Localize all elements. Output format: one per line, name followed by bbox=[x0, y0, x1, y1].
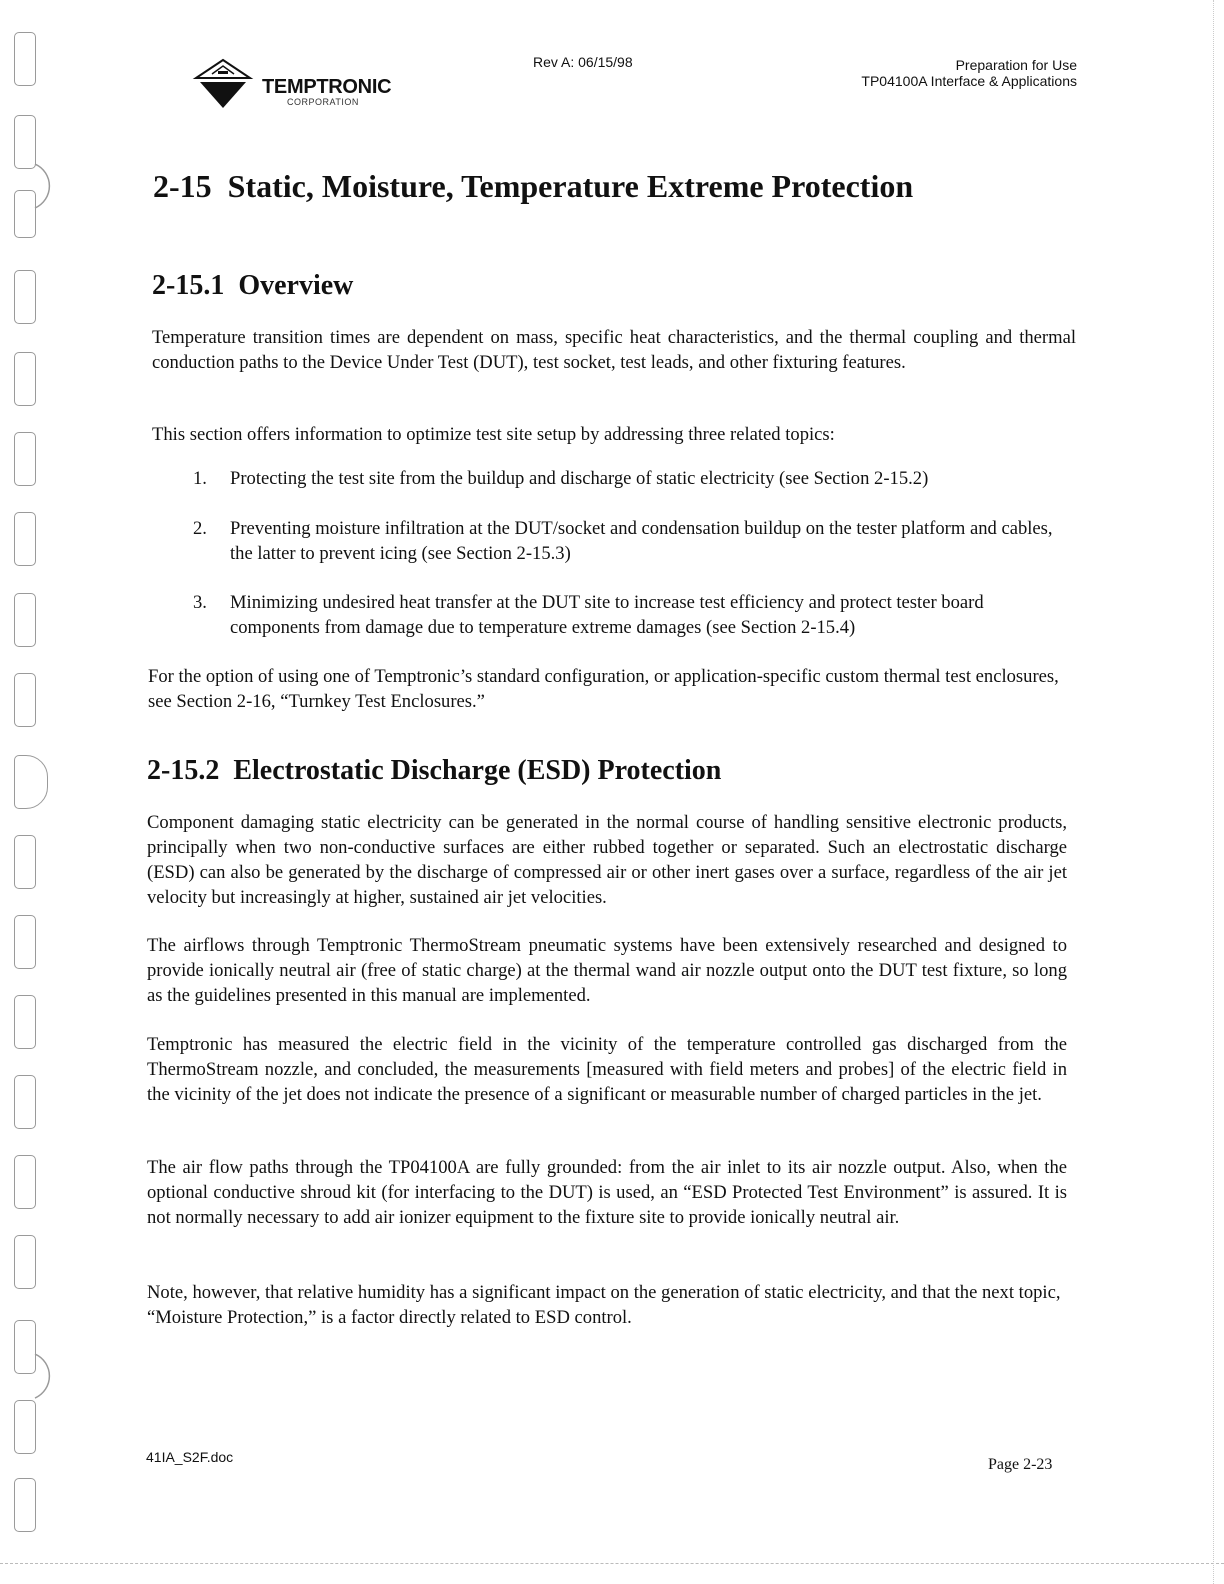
binder-hole bbox=[14, 270, 36, 324]
binder-hole bbox=[14, 32, 36, 86]
binder-hole bbox=[14, 512, 36, 566]
esd-paragraph: Temptronic has measured the electric field in the vicinity of the temperature controlled gas discharged from the ThermoStream nozzle, and concluded, the measurements [measured with field meters and probes] of the electric field in the vicinity of the jet does not indicate the presence of a significant or measurable number of charged particles in the jet. bbox=[147, 1034, 1067, 1105]
overview-paragraph: Temperature transition times are dependent on mass, specific heat characteristics, and the thermal coupling and thermal conduction paths to the Device Under Test (DUT), test socket, test leads, and other fixturing features. bbox=[152, 327, 1076, 373]
list-item-text: Preventing moisture infiltration at the DUT/socket and condensation buildup on the tester platform and cables, the latter to prevent icing (see Section 2-15.3) bbox=[230, 518, 1053, 564]
list-item-number: 1. bbox=[193, 468, 207, 489]
binder-hole bbox=[14, 1075, 36, 1129]
esd-paragraph: The airflows through Temptronic ThermoStream pneumatic systems have been extensively researched and designed to provide ionically neutral air (free of static charge) at the thermal wand air nozzle output onto the DUT test fixture, so long as the guidelines presented in this manual are implemented. bbox=[147, 935, 1067, 1006]
header-right bbox=[861, 57, 1077, 89]
footer-filename: 41IA_S2F.doc bbox=[146, 1449, 234, 1465]
binder-hole bbox=[14, 1478, 36, 1532]
list-item-number: 3. bbox=[193, 592, 207, 613]
binder-hole bbox=[14, 1235, 36, 1289]
logo-corporation: CORPORATION bbox=[287, 97, 359, 107]
logo-name: TEMPTRONIC bbox=[262, 76, 392, 98]
binder-hole bbox=[14, 835, 36, 889]
esd-paragraph: Component damaging static electricity can be generated in the normal course of handling sensitive electronic products, principally when two non-conductive surfaces are either rubbed together or separated. Such an electrostatic discharge (ESD) can also be generated by the discharge of compressed air or other inert gases over a surface, regardless of the air jet velocity but increasingly at higher, sustained air jet velocities. bbox=[147, 812, 1067, 908]
binder-hole bbox=[14, 755, 48, 809]
binder-hole bbox=[14, 593, 36, 647]
page-title: 2-15 Static, Moisture, Temperature Extreme Protection bbox=[153, 168, 914, 204]
binder-hole bbox=[14, 995, 36, 1049]
esd-paragraph: The air flow paths through the TP04100A are fully grounded: from the air inlet to its air nozzle output. Also, when the optional conductive shroud kit (for interfacing to the DUT) is used, an “ESD Protected Test Environment” is assured. It is not normally necessary to add air ionizer equipment to the fixture site to provide ionically neutral air. bbox=[147, 1157, 1067, 1228]
scan-edge bbox=[0, 1563, 1224, 1564]
binder-ring-arc bbox=[30, 158, 80, 214]
overview-heading: 2-15.1 Overview bbox=[152, 270, 354, 301]
list-item-number: 2. bbox=[193, 518, 207, 539]
revision-date: Rev A: 06/15/98 bbox=[533, 54, 633, 70]
esd-paragraph: Note, however, that relative humidity has a significant impact on the generation of static electricity, and that the next topic, “Moisture Protection,” is a factor directly related to ESD control. bbox=[147, 1282, 1061, 1328]
section-label: Preparation for Use bbox=[955, 57, 1077, 73]
temptronic-logo-icon bbox=[190, 58, 256, 110]
overview-paragraph: This section offers information to optimize test site setup by addressing three related topics: bbox=[152, 424, 835, 445]
binder-ring-arc bbox=[30, 1348, 80, 1404]
binder-hole bbox=[14, 432, 36, 486]
list-item-text: Minimizing undesired heat transfer at the DUT site to increase test efficiency and protect tester board components from damage due to temperature extreme damages (see Section 2-15.4) bbox=[230, 592, 984, 638]
scan-edge bbox=[1213, 0, 1214, 1584]
binder-hole bbox=[14, 915, 36, 969]
overview-paragraph: For the option of using one of Temptronic’s standard configuration, or application-specific custom thermal test enclosures, see Section 2-16, “Turnkey Test Enclosures.” bbox=[148, 666, 1059, 712]
binder-hole bbox=[14, 673, 36, 727]
page-number: Page 2-23 bbox=[988, 1456, 1053, 1473]
esd-heading: 2-15.2 Electrostatic Discharge (ESD) Protection bbox=[147, 755, 722, 786]
binder-hole bbox=[14, 1400, 36, 1454]
list-item-text: Protecting the test site from the buildup and discharge of static electricity (see Section 2-15.2) bbox=[230, 468, 929, 489]
binder-hole bbox=[14, 1155, 36, 1209]
company-logo bbox=[190, 58, 410, 110]
document-label: TP04100A Interface & Applications bbox=[861, 73, 1077, 89]
binder-hole bbox=[14, 352, 36, 406]
